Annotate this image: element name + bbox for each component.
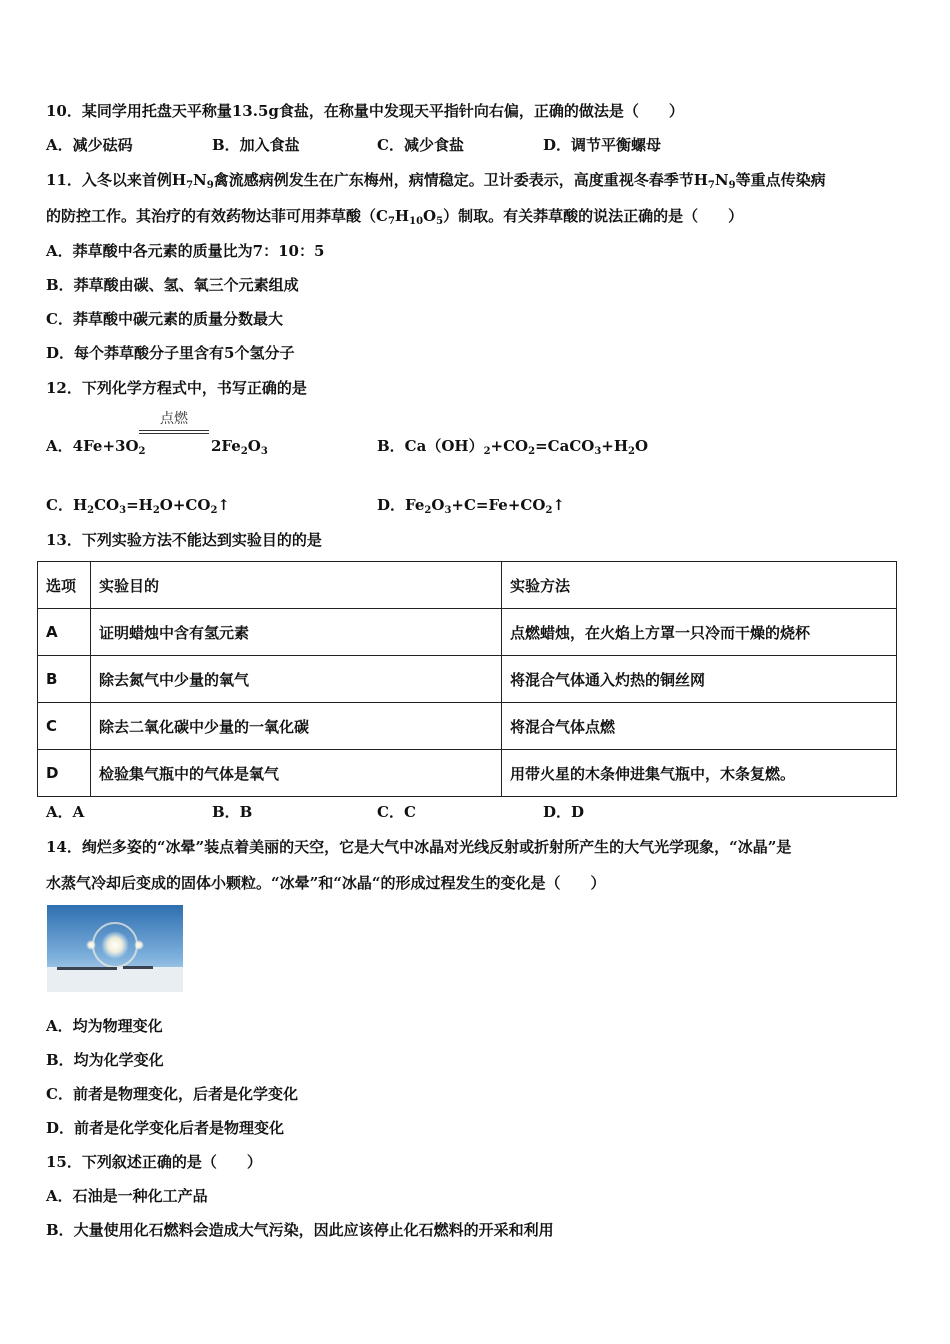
row-option: A [38,609,91,656]
q13-option-b: B．B [212,803,253,821]
q15-option-b: B．大量使用化石燃料会造成大气污染，因此应该停止化石燃料的开采和利用 [46,1221,554,1239]
row-method: 将混合气体通入灼热的铜丝网 [502,656,897,703]
virus-n: N [193,171,207,189]
q12-option-c [46,495,230,515]
q15-stem: 15．下列叙述正确的是（ ） [46,1153,262,1171]
q12-b-end: O [635,437,649,455]
ice-halo-photo [47,905,183,992]
formula-h-sub: 10 [409,216,424,227]
q12-a-o: O [247,437,261,455]
header-purpose: 实验目的 [91,562,502,609]
row-purpose: 检验集气瓶中的气体是氧气 [91,750,502,797]
q11-stem-line1 [46,170,826,190]
table-header-row [38,562,897,609]
q12-c-mid3: O+CO [159,496,211,514]
formula-o: O [423,207,437,225]
virus-h-sub-2: 7 [707,180,715,191]
q12-c-pre: C．H [46,496,88,514]
q11-option-b: B．莽草酸由碳、氢、氧三个元素组成 [46,276,299,294]
q12-option-d [377,495,565,515]
q14-option-d: D．前者是化学变化后者是物理变化 [46,1119,285,1137]
q10-stem: 10．某同学用托盘天平称量13.5g食盐，在称量中发现天平指针向右偏，正确的做法是（ ） [46,102,684,120]
q12-a-sub3: 3 [260,446,268,457]
virus-h: H [171,171,187,189]
q12-a-post: 2Fe [211,437,241,455]
row-method: 用带火星的木条伸进集气瓶中，木条复燃。 [502,750,897,797]
q12-c-mid: CO [94,496,120,514]
virus-n-2: N [714,171,729,189]
q11-stem-a: 11．入冬以来首例 [46,171,172,189]
q12-c-sub4: 2 [210,505,218,516]
q11-option-d: D．每个莽草酸分子里含有5个氢分子 [46,344,295,362]
formula-o-sub: 5 [436,216,444,227]
q12-a-sub1: 2 [138,446,146,457]
q11-stem-c: 等重点传染病 [735,171,826,189]
q11-line2-a: 的防控工作。其治疗的有效药物达菲可用莽草酸（C [46,207,388,225]
row-purpose: 除去二氧化碳中少量的一氧化碳 [91,703,502,750]
table-row [38,750,897,797]
table-row [38,703,897,750]
reaction-arrow-bar [139,430,209,434]
ice-halo-image [47,905,183,992]
q10-option-b: B．加入食盐 [212,136,300,154]
q12-c-end: ↑ [217,496,230,514]
header-option: 选项 [38,562,91,609]
row-purpose: 除去氮气中少量的氧气 [91,656,502,703]
q12-b-mid2: =CaCO [535,437,595,455]
q12-option-a [46,436,146,456]
virus-h-sub: 7 [186,180,194,191]
q12-c-sub2: 3 [119,505,127,516]
reaction-condition [139,410,209,434]
q11-option-a: A．莽草酸中各元素的质量比为7：10：5 [46,242,325,260]
q12-d-mid2: +C=Fe+CO [451,496,546,514]
header-method: 实验方法 [502,562,897,609]
condition-label: 点燃 [160,411,188,427]
q14-stem-line2: 水蒸气冷却后变成的固体小颗粒。“冰晕”和“冰晶“的形成过程发生的变化是（ ） [46,874,606,892]
q12-stem: 12．下列化学方程式中，书写正确的是 [46,379,307,397]
q12-b-sub1: 2 [483,446,491,457]
q12-b-sub2: 2 [528,446,536,457]
row-option: B [38,656,91,703]
row-method: 将混合气体点燃 [502,703,897,750]
q12-option-b [377,436,648,456]
q12-d-end: ↑ [552,496,565,514]
q11-option-c: C．莽草酸中碳元素的质量分数最大 [46,310,283,328]
q11-stem-b: 禽流感病例发生在广东梅州，病情稳定。卫计委表示，高度重视冬春季节 [213,171,694,189]
q12-c-sub1: 2 [87,505,95,516]
q12-b-mid3: +H [601,437,629,455]
q11-stem-line2 [46,206,743,226]
q12-b-sub3: 3 [594,446,602,457]
q12-d-sub1: 2 [424,505,432,516]
q10-option-c: C．减少食盐 [377,136,464,154]
virus-n-sub: 9 [206,180,214,191]
virus-n-sub-2: 9 [728,180,736,191]
row-method: 点燃蜡烛，在火焰上方罩一只冷而干燥的烧杯 [502,609,897,656]
q14-option-b: B．均为化学变化 [46,1051,164,1069]
q12-d-mid: O [431,496,445,514]
q12-a-pre: A．4Fe+3O [46,437,139,455]
row-purpose: 证明蜡烛中含有氢元素 [91,609,502,656]
table-row [38,656,897,703]
q12-b-pre: B．Ca（OH） [377,437,484,455]
q12-d-pre: D．Fe [377,496,425,514]
virus-h-2: H [693,171,708,189]
q12-c-sub3: 2 [152,505,160,516]
q15-option-a: A．石油是一种化工产品 [46,1187,208,1205]
q12-d-sub3: 2 [545,505,553,516]
q10-option-a: A．减少砝码 [46,136,133,154]
row-option: D [38,750,91,797]
q14-stem-line1: 14．绚烂多姿的“冰晕”装点着美丽的天空，它是大气中冰晶对光线反射或折射所产生的大气光学现象，“冰晶”是 [46,838,792,856]
q10-option-d: D．调节平衡螺母 [543,136,662,154]
q12-c-mid2: =H [126,496,153,514]
q12-option-a-product [211,436,268,456]
q13-stem: 13．下列实验方法不能达到实验目的的是 [46,531,322,549]
q13-option-c: C．C [377,803,416,821]
row-option: C [38,703,91,750]
table-row [38,609,897,656]
formula-c-sub: 7 [387,216,395,227]
q12-b-sub4: 2 [628,446,636,457]
q14-option-a: A．均为物理变化 [46,1017,163,1035]
q12-d-sub2: 3 [444,505,452,516]
q13-option-d: D．D [543,803,585,821]
formula-h: H [394,207,410,225]
q12-b-mid: +CO [490,437,529,455]
experiment-table [37,561,897,797]
q14-option-c: C．前者是物理变化，后者是化学变化 [46,1085,298,1103]
q13-option-a: A．A [46,803,85,821]
q11-line2-b: ）制取。有关莽草酸的说法正确的是（ ） [443,207,744,225]
q12-a-sub2: 2 [240,446,248,457]
